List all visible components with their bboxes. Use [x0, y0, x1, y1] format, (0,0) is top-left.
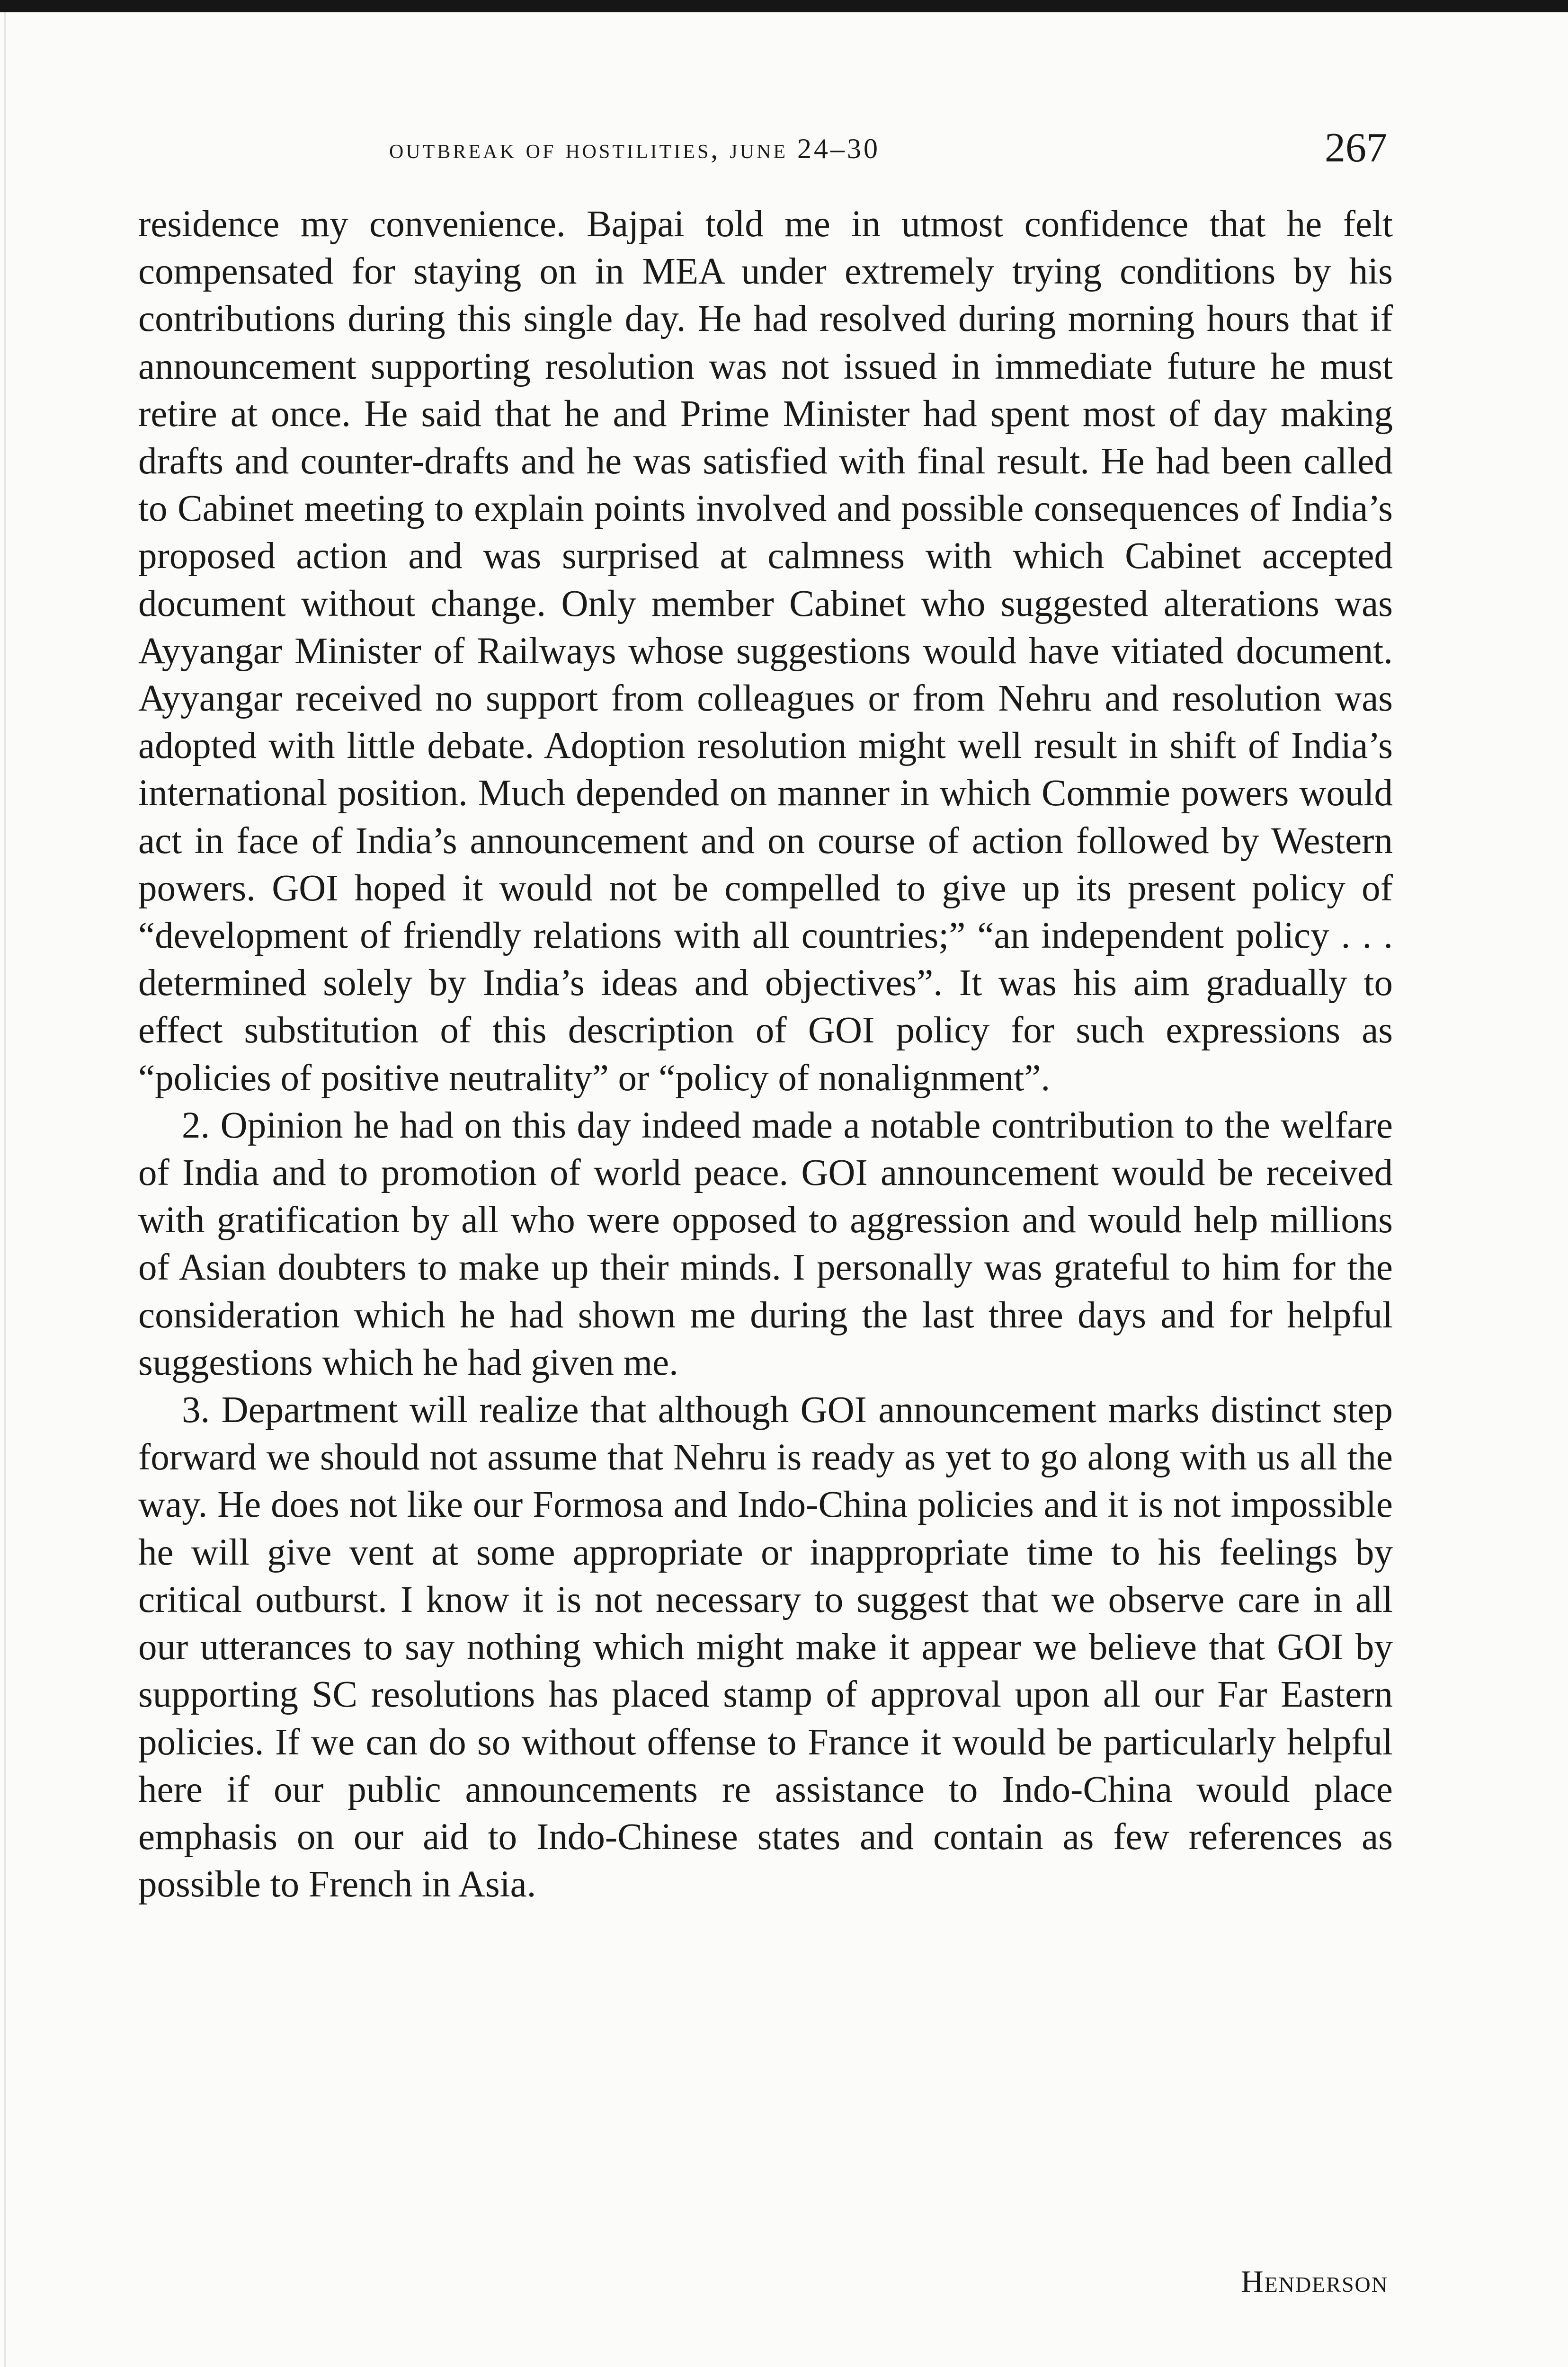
paragraph-2: 2. Opinion he had on this day indeed made a notable contribution to the welfare of India and to promotion of world peace. GOI announcement would be received with gratification by all who were opposed to aggression and would help millions of Asian doubters to make up their minds. I personally was grateful to him for the consideration which he had shown me during the last three days and for helpful suggestions which he had given me. [138, 1104, 1393, 1383]
top-border [0, 0, 1568, 12]
running-head [138, 124, 1393, 176]
paragraph-3: 3. Department will realize that although GOI announcement marks distinct step forward we should not assume that Nehru is ready as yet to go along with us all the way. He does not like our Formosa and Indo-China policies and it is not impossible he will give vent at some appropriate or inappropriate time to his feelings by critical outburst. I know it is not necessary to suggest that we observe care in all our utterances to say nothing which might make it appear we believe that GOI by supporting SC resolutions has placed stamp of approval upon all our Far Eastern policies. If we can do so without offense to France it would be particularly helpful here if our public announcements re assistance to Indo-China would place emphasis on our aid to Indo-Chinese states and contain as few references as possible to French in Asia. [138, 1389, 1393, 1905]
running-head-title: outbreak of hostilities, june 24–30 [389, 133, 880, 164]
page-edge [4, 12, 6, 2367]
body-text [138, 201, 1393, 1908]
page-number: 267 [1325, 125, 1387, 171]
paragraph-1: residence my convenience. Bajpai told me in utmost confidence that he felt compensated for staying on in MEA under extremely trying conditions by his contributions during this single day. He had resolved during morning hours that if announcement supporting resolution was not issued in immediate future he must retire at once. He said that he and Prime Minister had spent most of day making drafts and counter-drafts and he was satisfied with final result. He had been called to Cabinet meeting to explain points involved and possible consequences of India’s proposed action and was surprised at calmness with which Cabinet accepted document without change. Only member Cabinet who suggested alterations was Ayyangar Minister of Railways whose suggestions would have vitiated document. Ayyangar received no support from colleagues or from Nehru and resolution was adopted with little debate. Adoption resolution might well result in shift of India’s international position. Much depended on manner in which Commie powers would act in face of India’s announcement and on course of action followed by Western powers. GOI hoped it would not be compelled to give up its present policy of “development of friendly relations with all countries;” “an independent policy . . . determined solely by India’s ideas and objectives”. It was his aim gradually to effect substitution of this description of GOI policy for such expressions as “policies of positive neutrality” or “policy of nonalignment”. [138, 204, 1393, 1099]
signature: Henderson [1240, 2264, 1388, 2299]
